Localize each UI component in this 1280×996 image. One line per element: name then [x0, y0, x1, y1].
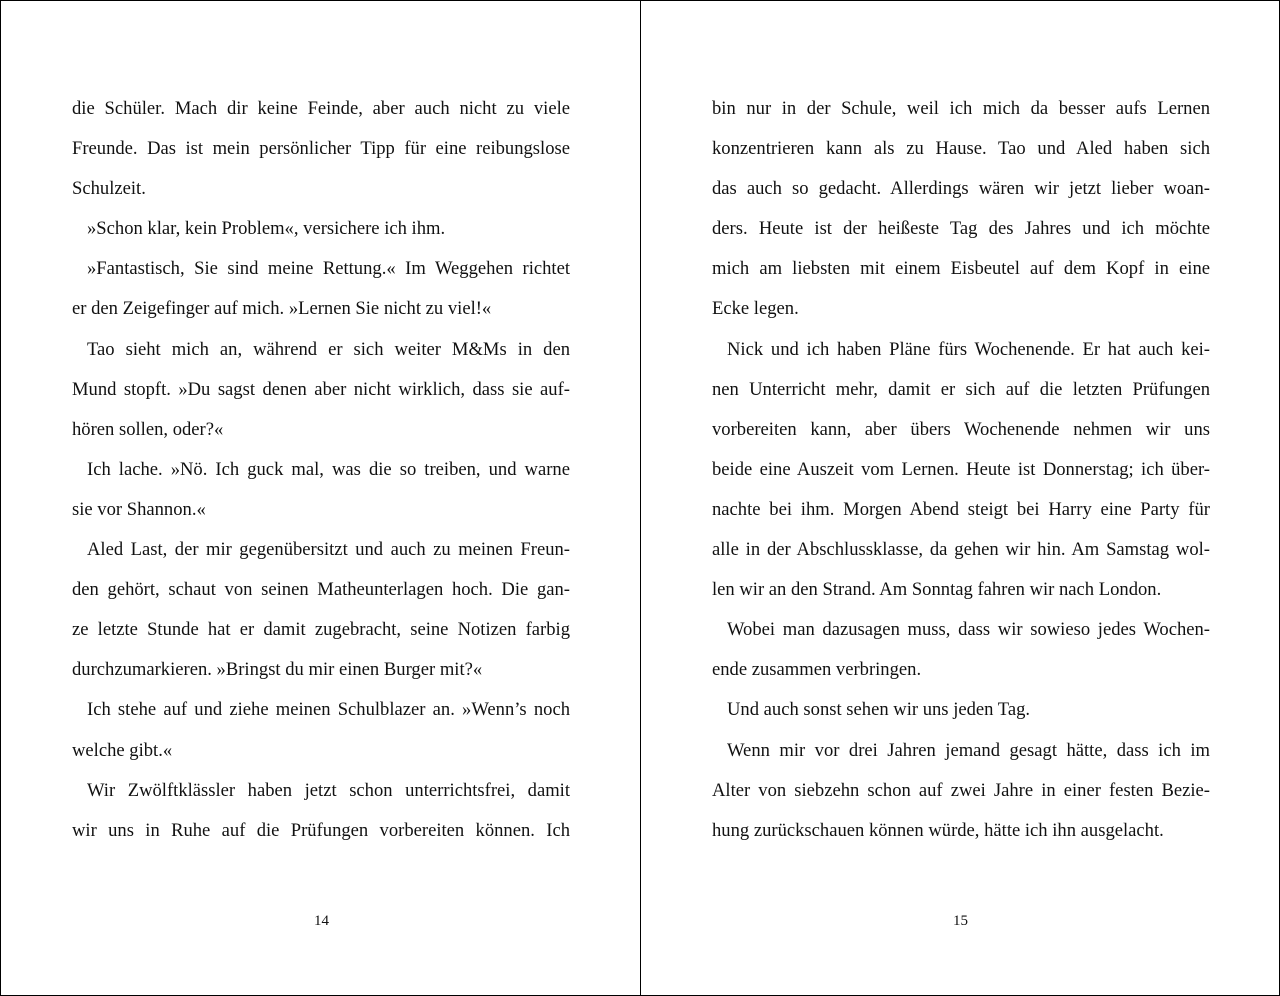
text-line: beide eine Auszeit vom Lernen. Heute ist Donnerstag; ich über-: [712, 458, 1210, 480]
text-line: konzentrieren kann als zu Hause. Tao und Aled haben sich: [712, 138, 1210, 160]
text-line: den gehört, schaut von seinen Matheunterlagen hoch. Die gan-: [72, 579, 570, 601]
text-line: ze letzte Stunde hat er damit zugebracht, seine Notizen farbig: [72, 619, 570, 641]
text-line: welche gibt.«: [72, 739, 173, 761]
text-line: hören sollen, oder?«: [72, 418, 224, 440]
text-line: Aled Last, der mir gegenübersitzt und auch zu meinen Freun-: [87, 539, 570, 561]
text-line: das auch so gedacht. Allerdings wären wir jetzt lieber woan-: [712, 178, 1210, 200]
text-line: Nick und ich haben Pläne fürs Wochenende. Er hat auch kei-: [727, 338, 1210, 360]
text-line: Alter von siebzehn schon auf zwei Jahre in einer festen Bezie-: [712, 779, 1210, 801]
text-line: Ecke legen.: [712, 298, 799, 320]
text-line: Freunde. Das ist mein persönlicher Tipp für eine reibungslose: [72, 138, 570, 160]
right-page-number: 15: [953, 913, 968, 929]
text-line: wir uns in Ruhe auf die Prüfungen vorbereiten können. Ich: [72, 819, 570, 841]
text-line: »Schon klar, kein Problem«, versichere ich ihm.: [87, 218, 446, 240]
text-line: nen Unterricht mehr, damit er sich auf die letzten Prüfungen: [712, 378, 1210, 400]
text-line: len wir an den Strand. Am Sonntag fahren wir nach London.: [712, 579, 1162, 601]
left-page-text: [72, 89, 570, 851]
text-line: ders. Heute ist der heißeste Tag des Jahres und ich möchte: [712, 218, 1210, 240]
text-line: Und auch sonst sehen wir uns jeden Tag.: [727, 699, 1031, 721]
text-line: durchzumarkieren. »Bringst du mir einen Burger mit?«: [72, 659, 483, 681]
text-line: Mund stopft. »Du sagst denen aber nicht wirklich, dass sie auf-: [72, 378, 570, 400]
text-line: mich am liebsten mit einem Eisbeutel auf dem Kopf in eine: [712, 258, 1210, 280]
right-page-text: [712, 89, 1210, 851]
text-line: »Fantastisch, Sie sind meine Rettung.« Im Weggehen richtet: [87, 258, 570, 280]
text-line: bin nur in der Schule, weil ich mich da besser aufs Lernen: [712, 98, 1210, 119]
text-line: sie vor Shannon.«: [72, 498, 206, 520]
text-line: er den Zeigefinger auf mich. »Lernen Sie nicht zu viel!«: [72, 298, 492, 320]
right-page: [641, 1, 1280, 995]
left-page-number: 14: [314, 913, 329, 929]
text-line: Schulzeit.: [72, 178, 146, 200]
left-page: [1, 1, 640, 995]
text-line: alle in der Abschlussklasse, da gehen wir hin. Am Samstag wol-: [712, 539, 1210, 561]
text-line: die Schüler. Mach dir keine Feinde, aber auch nicht zu viele: [72, 98, 570, 119]
text-line: nachte bei ihm. Morgen Abend steigt bei Harry eine Party für: [712, 498, 1210, 520]
text-line: Ich stehe auf und ziehe meinen Schulblazer an. »Wenn’s noch: [87, 699, 570, 721]
text-line: Tao sieht mich an, während er sich weiter M&Ms in den: [87, 338, 570, 360]
text-line: Wobei man dazusagen muss, dass wir sowieso jedes Wochen-: [727, 619, 1210, 641]
text-line: vorbereiten kann, aber übers Wochenende nehmen wir uns: [712, 418, 1210, 440]
text-line: Ich lache. »Nö. Ich guck mal, was die so treiben, und warne: [87, 458, 570, 480]
text-line: ende zusammen verbringen.: [712, 659, 922, 681]
text-line: Wenn mir vor drei Jahren jemand gesagt hätte, dass ich im: [727, 739, 1210, 761]
text-line: Wir Zwölftklässler haben jetzt schon unterrichtsfrei, damit: [87, 779, 570, 801]
text-line: hung zurückschauen können würde, hätte ich ihn ausgelacht.: [712, 819, 1164, 841]
